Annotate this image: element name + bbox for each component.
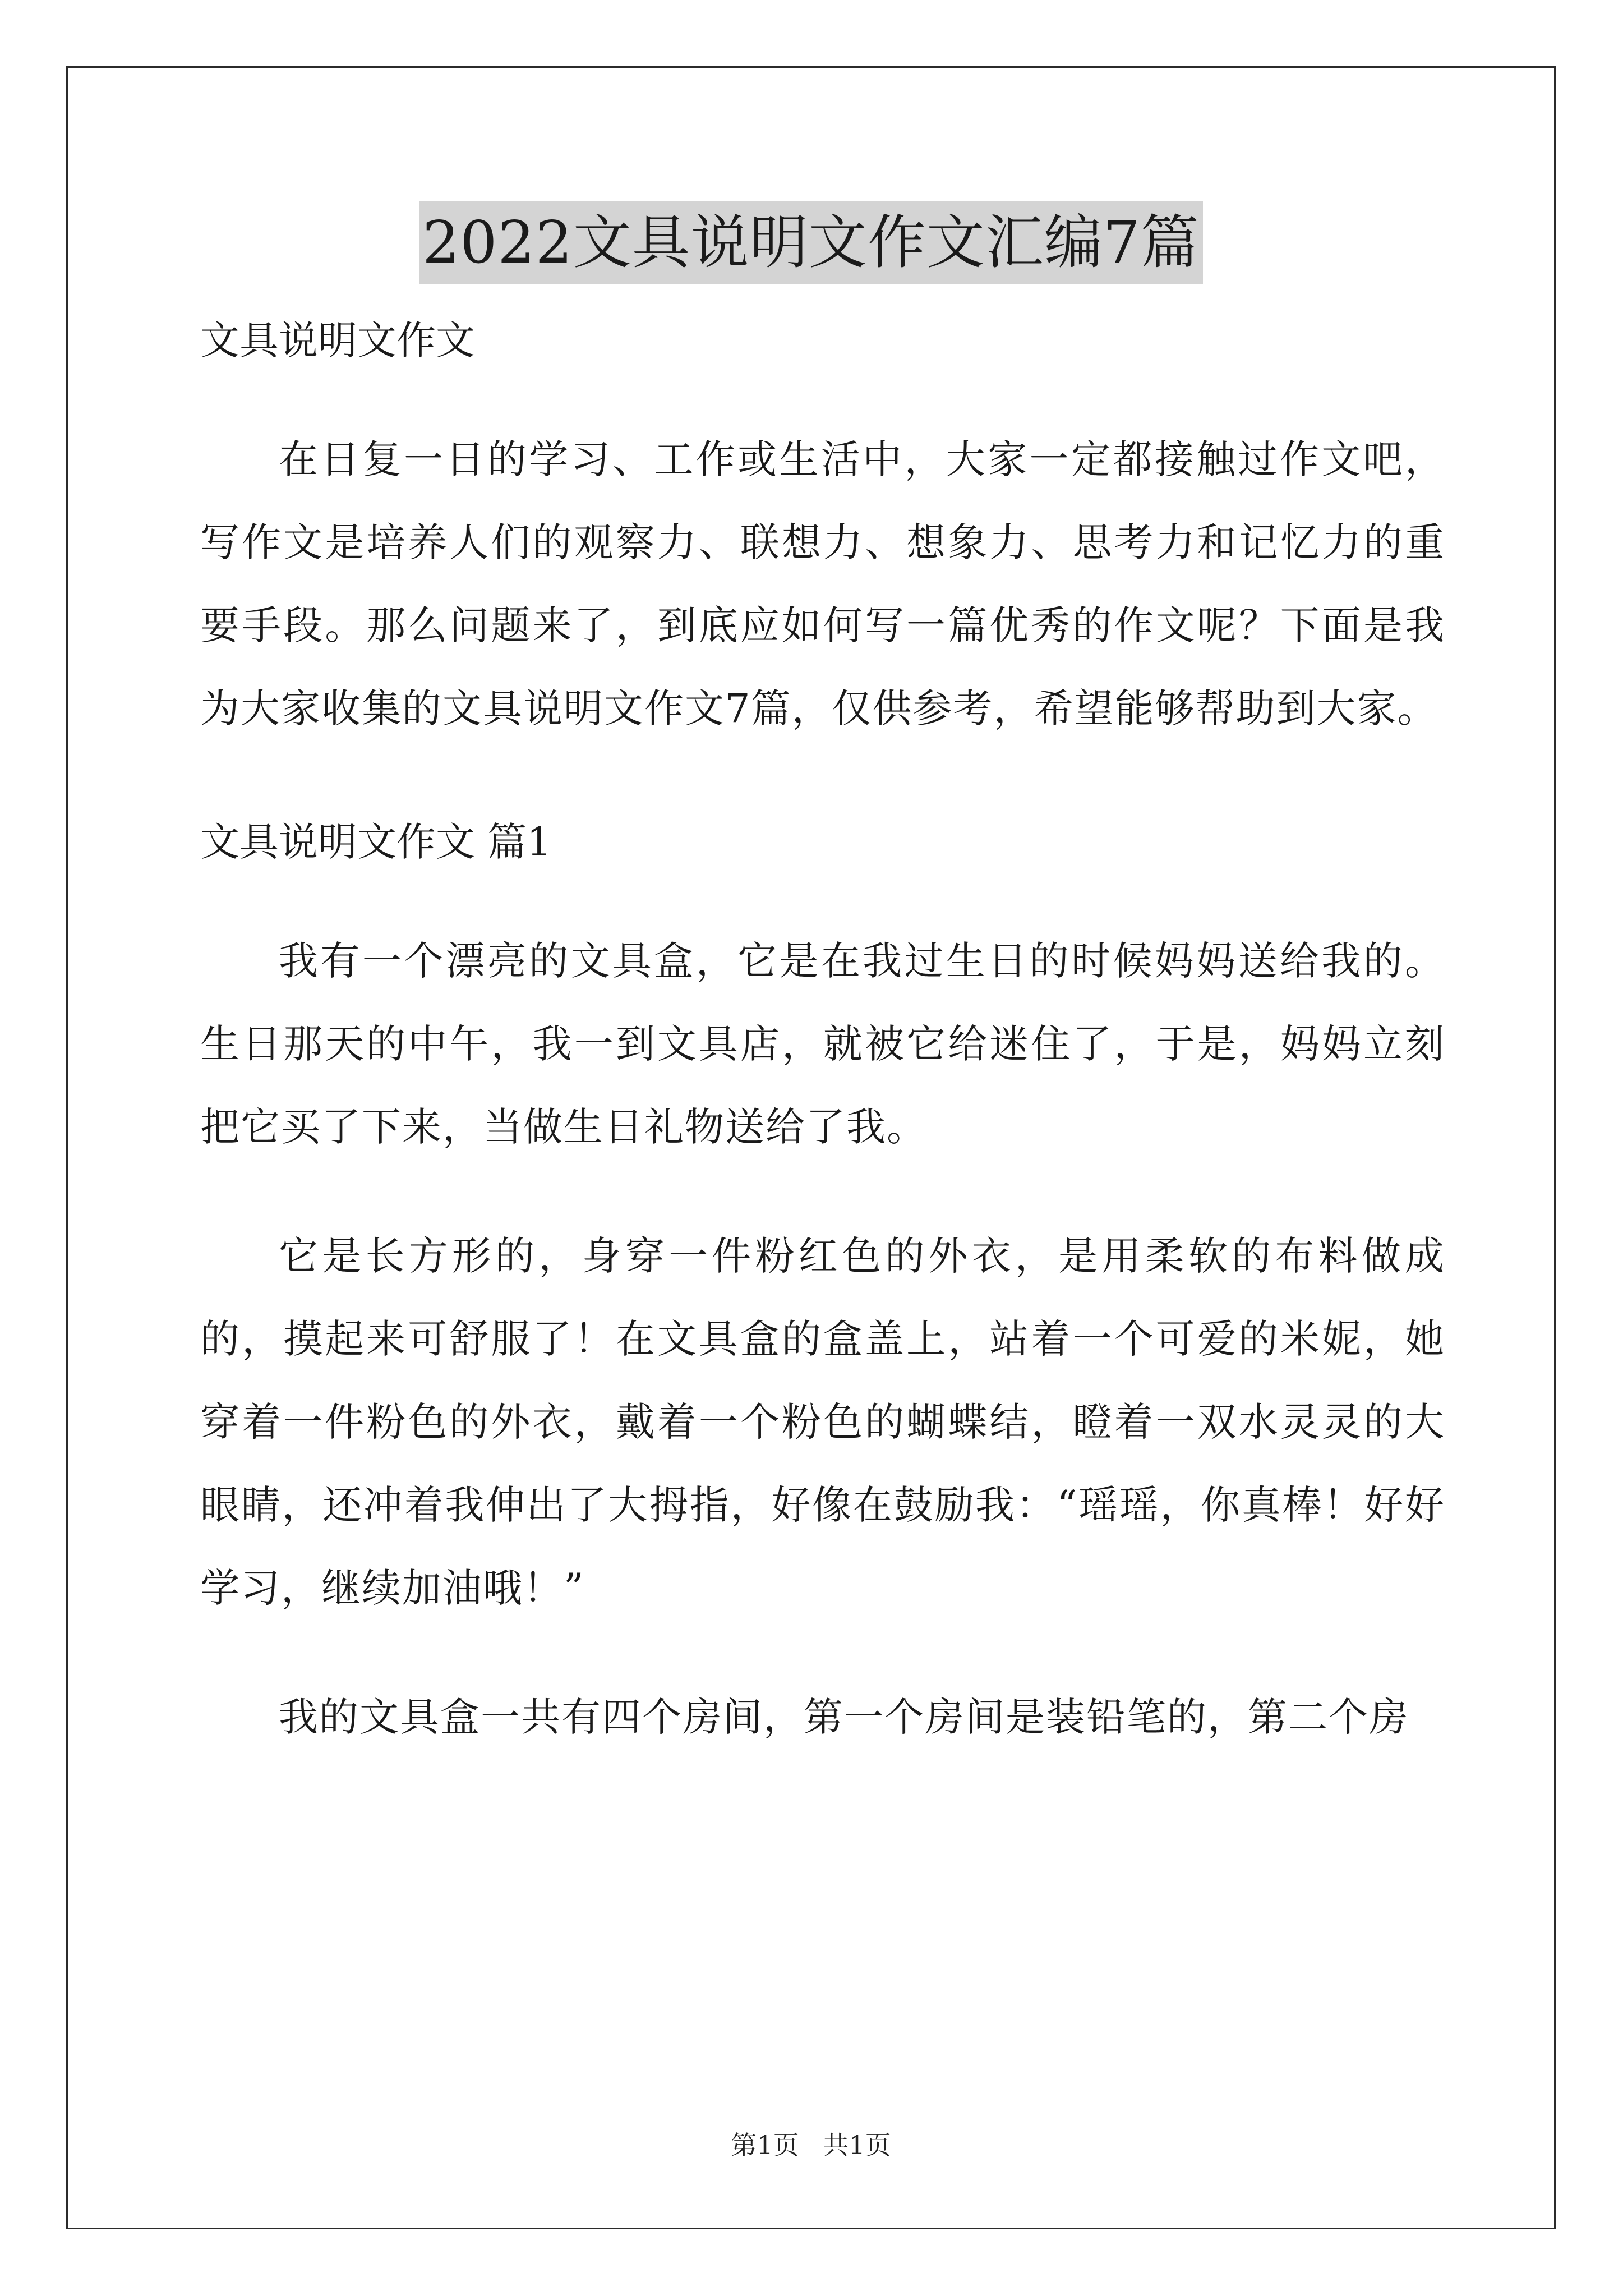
intro-paragraph: 在日复一日的学习、工作或生活中，大家一定都接触过作文吧，写作文是培养人们的观察力、联想力、想象力、思考力和记忆力的重要手段。那么问题来了，到底应如何写一篇优秀的作文呢？下面是我为大家收集的文具说明文作文7篇，仅供参考，希望能够帮助到大家。	[200, 436, 1445, 731]
title-container	[66, 201, 1556, 284]
section1-paragraph-3: 我的文具盒一共有四个房间，第一个房间是装铅笔的，第二个房	[279, 1694, 1409, 1740]
section1-paragraph-2: 它是长方形的，身穿一件粉红色的外衣，是用柔软的布料做成的，摸起来可舒服了！在文具盒的盒盖上，站着一个可爱的米妮，她穿着一件粉色的外衣，戴着一个粉色的蝴蝶结，瞪着一双水灵灵的大眼睛，还冲着我伸出了大拇指，好像在鼓励我：“瑶瑶，你真棒！好好学习，继续加油哦！”	[200, 1233, 1445, 1611]
document-body	[200, 311, 1445, 1759]
document-title: 2022文具说明文作文汇编7篇	[419, 201, 1203, 284]
page-number-current: 第1页	[731, 2130, 799, 2160]
section1-paragraph-1: 我有一个漂亮的文具盒，它是在我过生日的时候妈妈送给我的。生日那天的中午，我一到文具店，就被它给迷住了，于是，妈妈立刻把它买了下来，当做生日礼物送给了我。	[200, 938, 1445, 1150]
page-number-total: 共1页	[823, 2130, 891, 2160]
page-footer	[66, 2128, 1556, 2162]
intro-heading: 文具说明文作文	[200, 318, 475, 364]
section1-heading: 文具说明文作文 篇1	[200, 819, 552, 865]
